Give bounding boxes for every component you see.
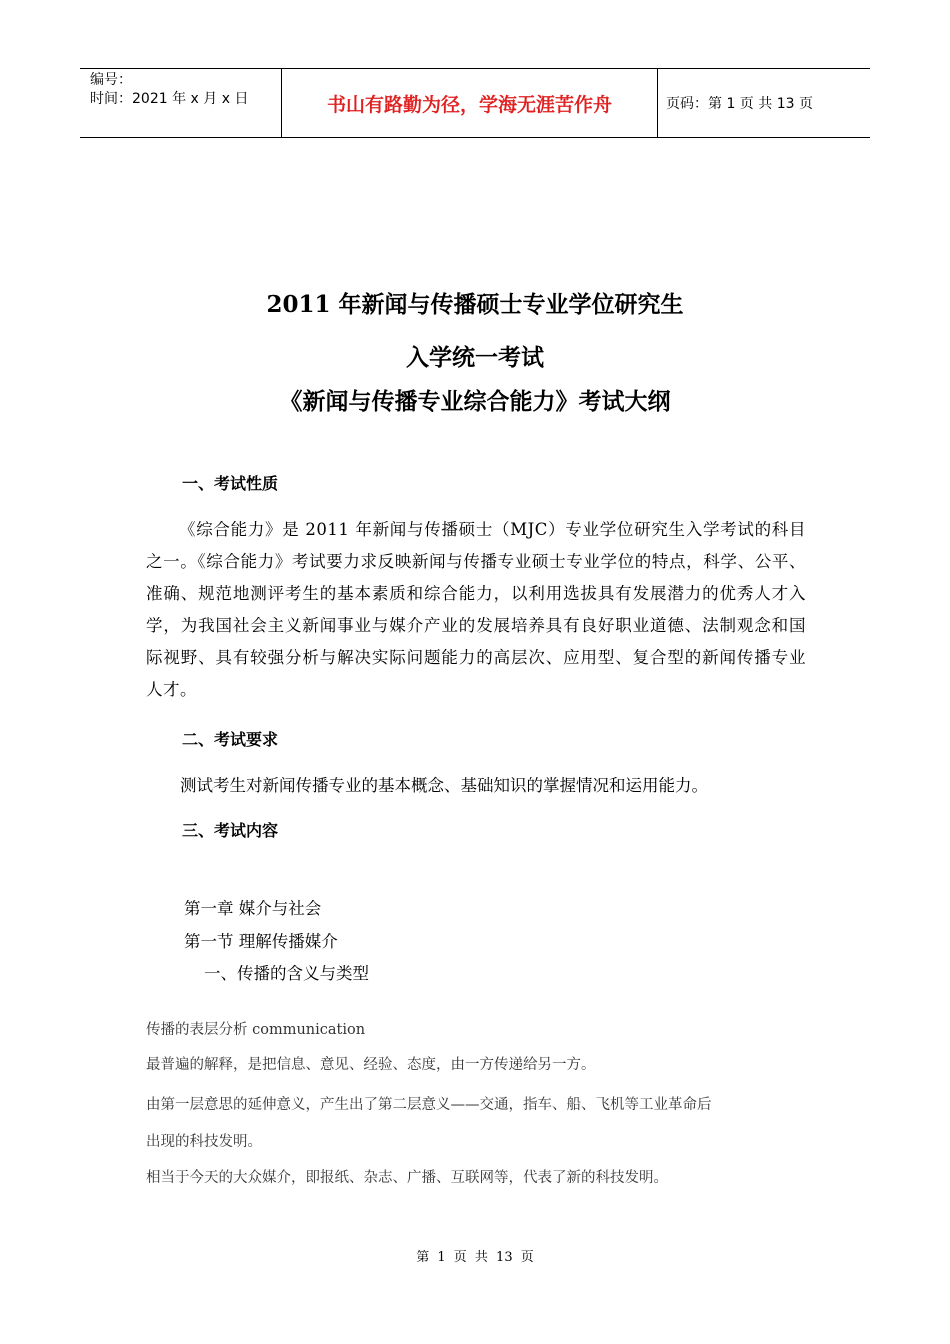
subsection-heading: 一、传播的含义与类型 [204,964,369,983]
chapter-heading: 第一章 媒介与社会 [184,899,322,918]
note-line: 相当于今天的大众媒介，即报纸、杂志、广播、互联网等，代表了新的科技发明。 [146,1170,668,1186]
doc-title-line3: 《新闻与传播专业综合能力》考试大纲 [279,388,671,415]
header-motto: 书山有路勤为径，学海无涯苦作舟 [282,69,658,137]
header-meta [80,69,282,137]
page-footer: 第 1 页 共 13 页 [416,1250,534,1265]
section-subheading: 第一节 理解传播媒介 [184,932,338,951]
header-time-label: 时间：2021 年 x 月 x 日 [90,91,249,107]
note-line: 由第一层意思的延伸意义，产生出了第二层意义——交通，指车、船、飞机等工业革命后 [146,1097,712,1113]
doc-title-line1: 2011 年新闻与传播硕士专业学位研究生 [266,291,684,318]
section-body-2: 测试考生对新闻传播专业的基本概念、基础知识的掌握情况和运用能力。 [180,776,708,795]
section-heading-3: 三、考试内容 [182,821,279,840]
section-body-1: 《综合能力》是 2011 年新闻与传播硕士（MJC）专业学位研究生入学考试的科目之一。《综合能力》考试要力求反映新闻与传播专业硕士专业学位的特点，科学、公平、准确、规范地测评考生的基本素质和综合能力，以利用选拔具有发展潜力的优秀人才入学，为我国社会主义新闻事业与媒介产业的发展培养具有良好职业道德、法制观念和国际视野、具有较强分析与解决实际问题能力的高层次、应用型、复合型的新闻传播专业人才。 [146,520,806,699]
header-page-info: 页码：第 1 页 共 13 页 [666,96,813,112]
note-line: 传播的表层分析 communication [146,1022,366,1038]
doc-title-line2: 入学统一考试 [406,344,544,371]
note-line: 出现的科技发明。 [146,1134,262,1150]
note-line: 最普遍的解释，是把信息、意见、经验、态度，由一方传递给另一方。 [146,1057,596,1073]
header-number-label: 编号： [90,72,132,88]
page-header [80,68,870,138]
section-heading-1: 一、考试性质 [182,474,279,493]
section-heading-2: 二、考试要求 [182,730,279,749]
